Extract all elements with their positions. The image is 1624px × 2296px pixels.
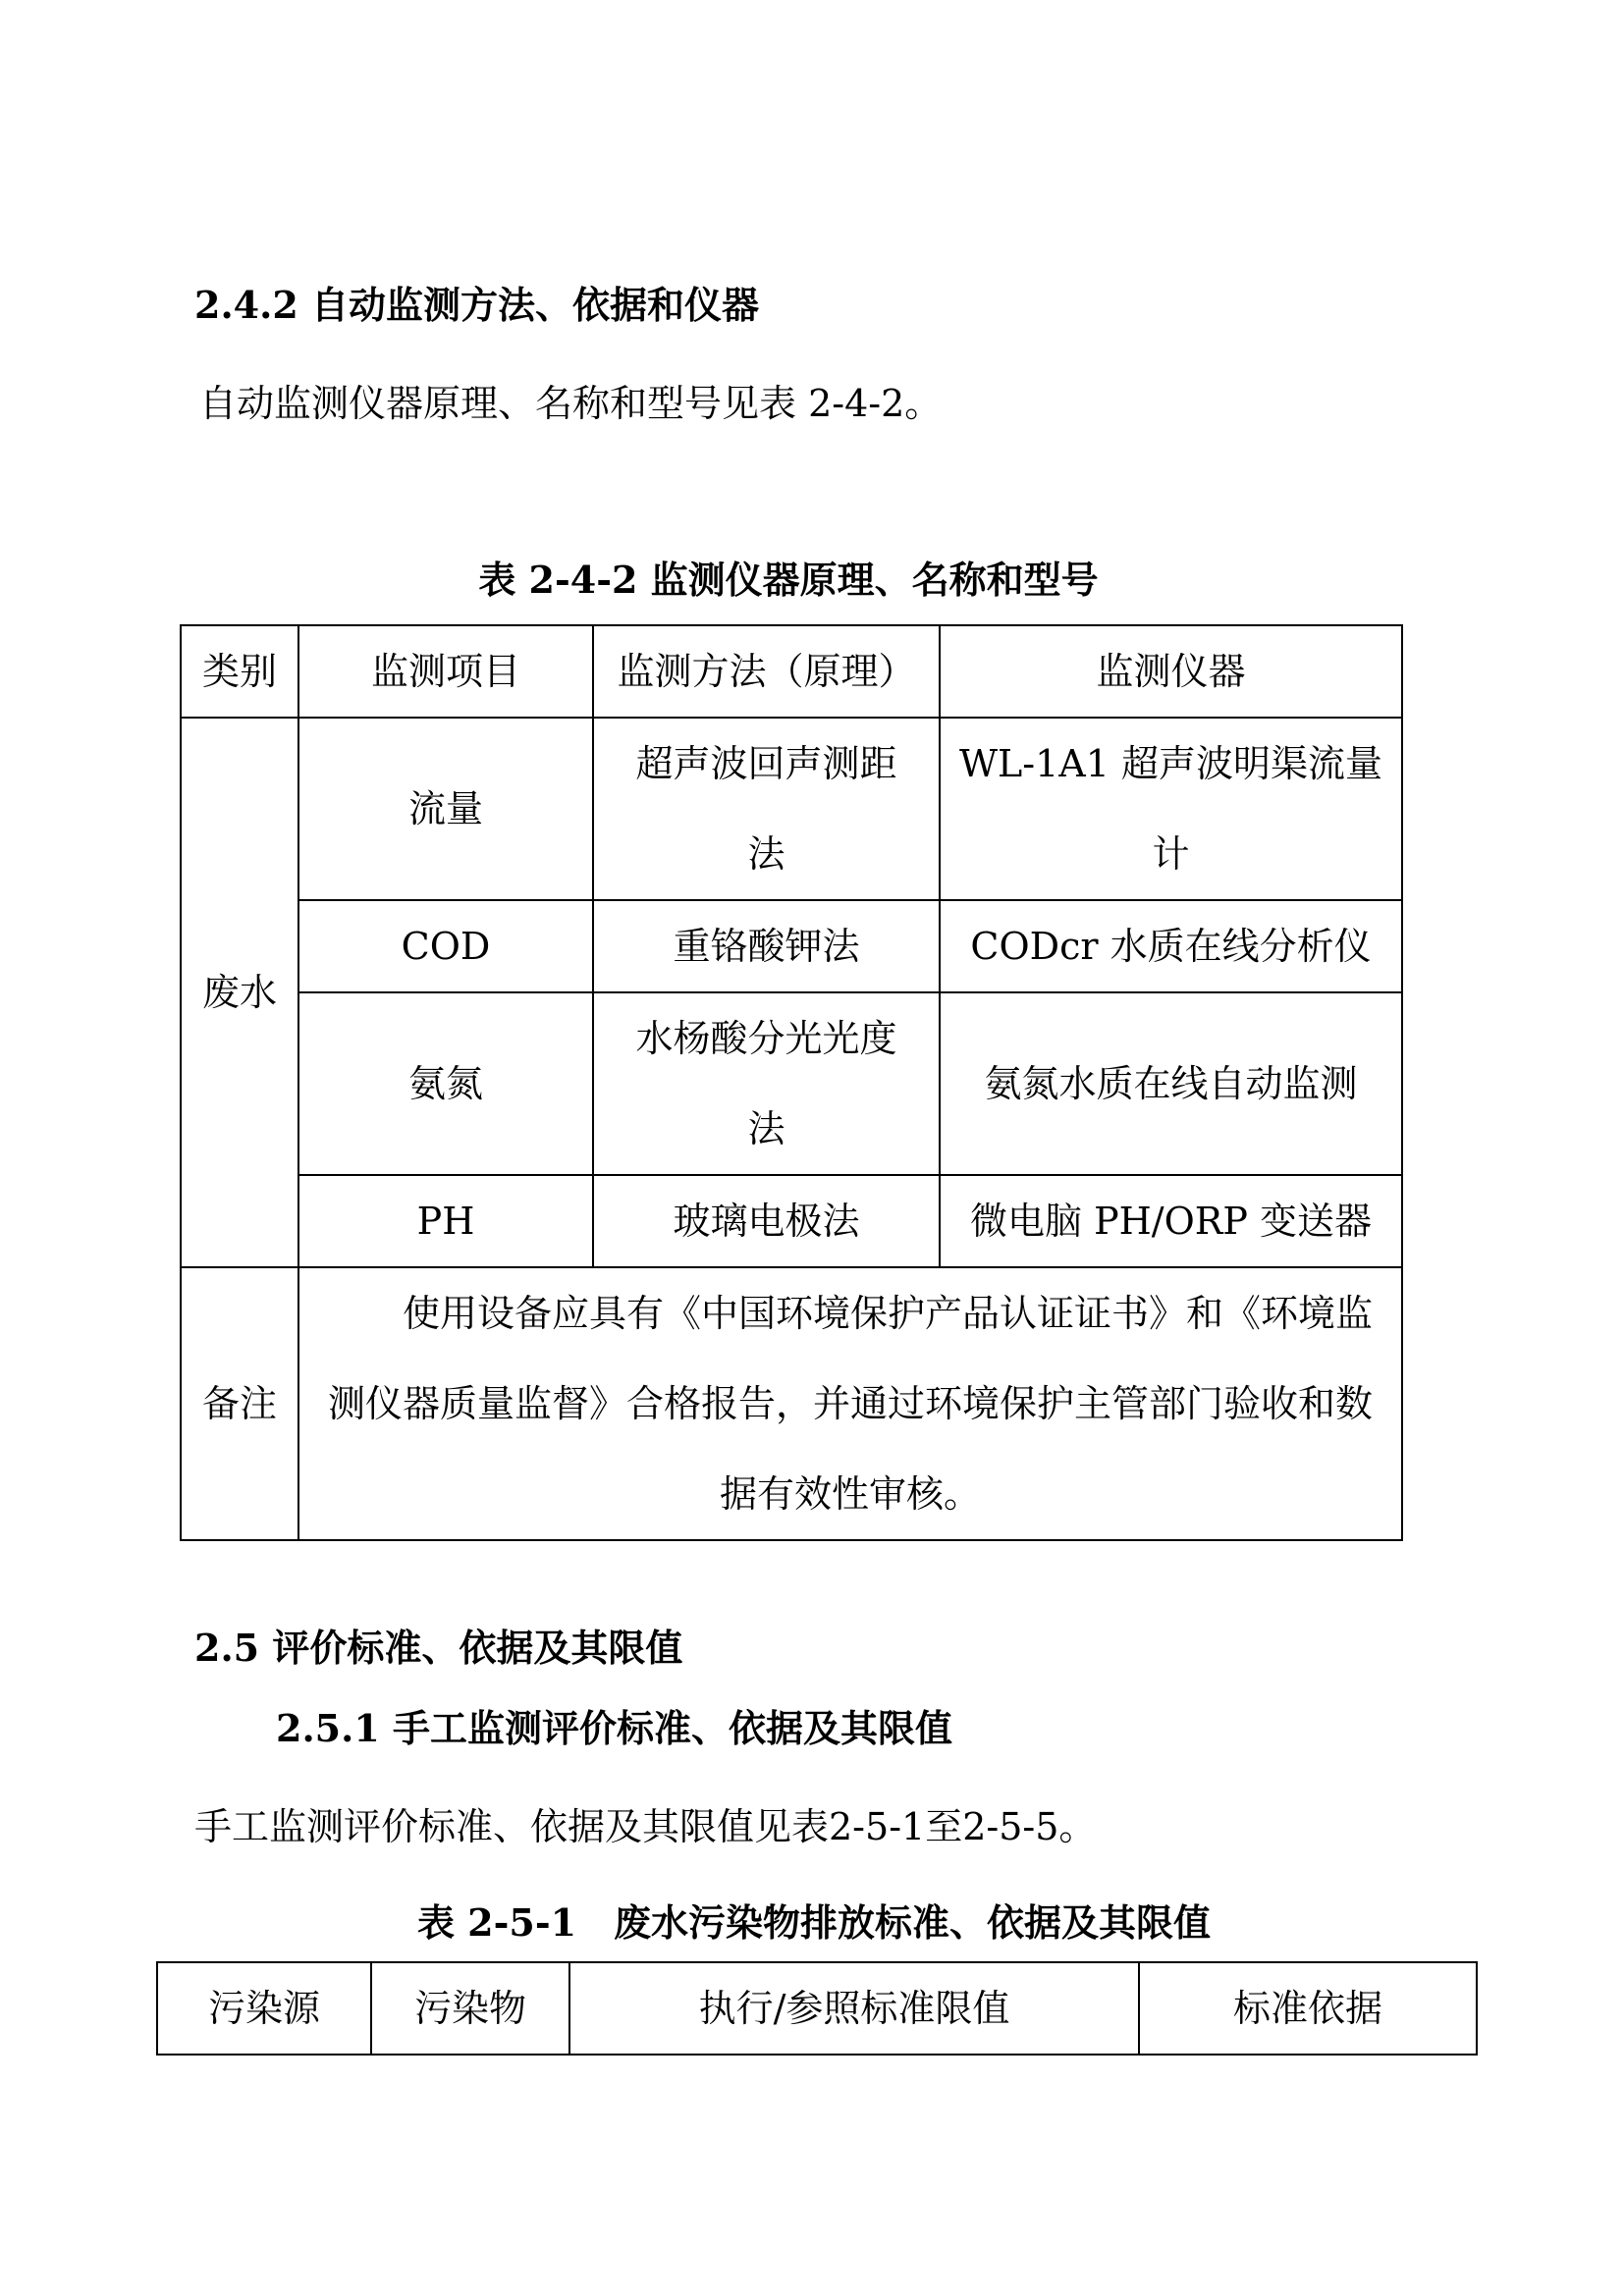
table-caption-2-5-1: 表 2-5-1 废水污染物排放标准、依据及其限值 xyxy=(416,1900,1212,1945)
method-cell: 水杨酸分光光度法 xyxy=(593,992,940,1175)
note-text-cell xyxy=(298,1267,1402,1540)
header-basis: 标准依据 xyxy=(1139,1962,1477,2055)
method-cell: 重铬酸钾法 xyxy=(593,900,940,992)
table-header-row xyxy=(157,1962,1477,2055)
instrument-cell: 微电脑 PH/ORP 变送器 xyxy=(940,1175,1402,1267)
item-cell: 氨氮 xyxy=(298,992,593,1175)
instrument-table xyxy=(180,624,1403,1541)
table-note-row xyxy=(181,1267,1402,1540)
standards-table xyxy=(156,1961,1478,2056)
instrument-cell: 氨氮水质在线自动监测 xyxy=(940,992,1402,1175)
instrument-cell: WL-1A1 超声波明渠流量计 xyxy=(940,718,1402,900)
method-cell: 玻璃电极法 xyxy=(593,1175,940,1267)
item-cell: 流量 xyxy=(298,718,593,900)
table-row xyxy=(181,1175,1402,1267)
note-text: 使用设备应具有《中国环境保护产品认证证书》和《环境监测仪器质量监督》合格报告，并通过环境保护主管部门验收和数据有效性审核。 xyxy=(327,1292,1373,1516)
item-cell: PH xyxy=(298,1175,593,1267)
section-heading-2-5: 2.5 评价标准、依据及其限值 xyxy=(194,1626,683,1670)
header-source: 污染源 xyxy=(157,1962,371,2055)
header-instrument: 监测仪器 xyxy=(940,625,1402,718)
section-intro-2-4-2: 自动监测仪器原理、名称和型号见表 2-4-2。 xyxy=(199,382,943,425)
category-cell: 废水 xyxy=(181,718,298,1267)
table-row xyxy=(181,900,1402,992)
section-heading-2-5-1: 2.5.1 手工监测评价标准、依据及其限值 xyxy=(276,1706,953,1750)
table-header-row xyxy=(181,625,1402,718)
instrument-cell: CODcr 水质在线分析仪 xyxy=(940,900,1402,992)
section-heading-2-4-2: 2.4.2 自动监测方法、依据和仪器 xyxy=(194,283,760,327)
table-row xyxy=(181,992,1402,1175)
note-label-cell: 备注 xyxy=(181,1267,298,1540)
method-cell: 超声波回声测距法 xyxy=(593,718,940,900)
header-method: 监测方法（原理） xyxy=(593,625,940,718)
table-row xyxy=(181,718,1402,900)
header-pollutant: 污染物 xyxy=(371,1962,569,2055)
header-category: 类别 xyxy=(181,625,298,718)
section-intro-2-5-1: 手工监测评价标准、依据及其限值见表2-5-1至2-5-5。 xyxy=(194,1805,1097,1848)
item-cell: COD xyxy=(298,900,593,992)
header-item: 监测项目 xyxy=(298,625,593,718)
table-caption-2-4-2: 表 2-4-2 监测仪器原理、名称和型号 xyxy=(478,558,1099,602)
header-limit: 执行/参照标准限值 xyxy=(569,1962,1139,2055)
